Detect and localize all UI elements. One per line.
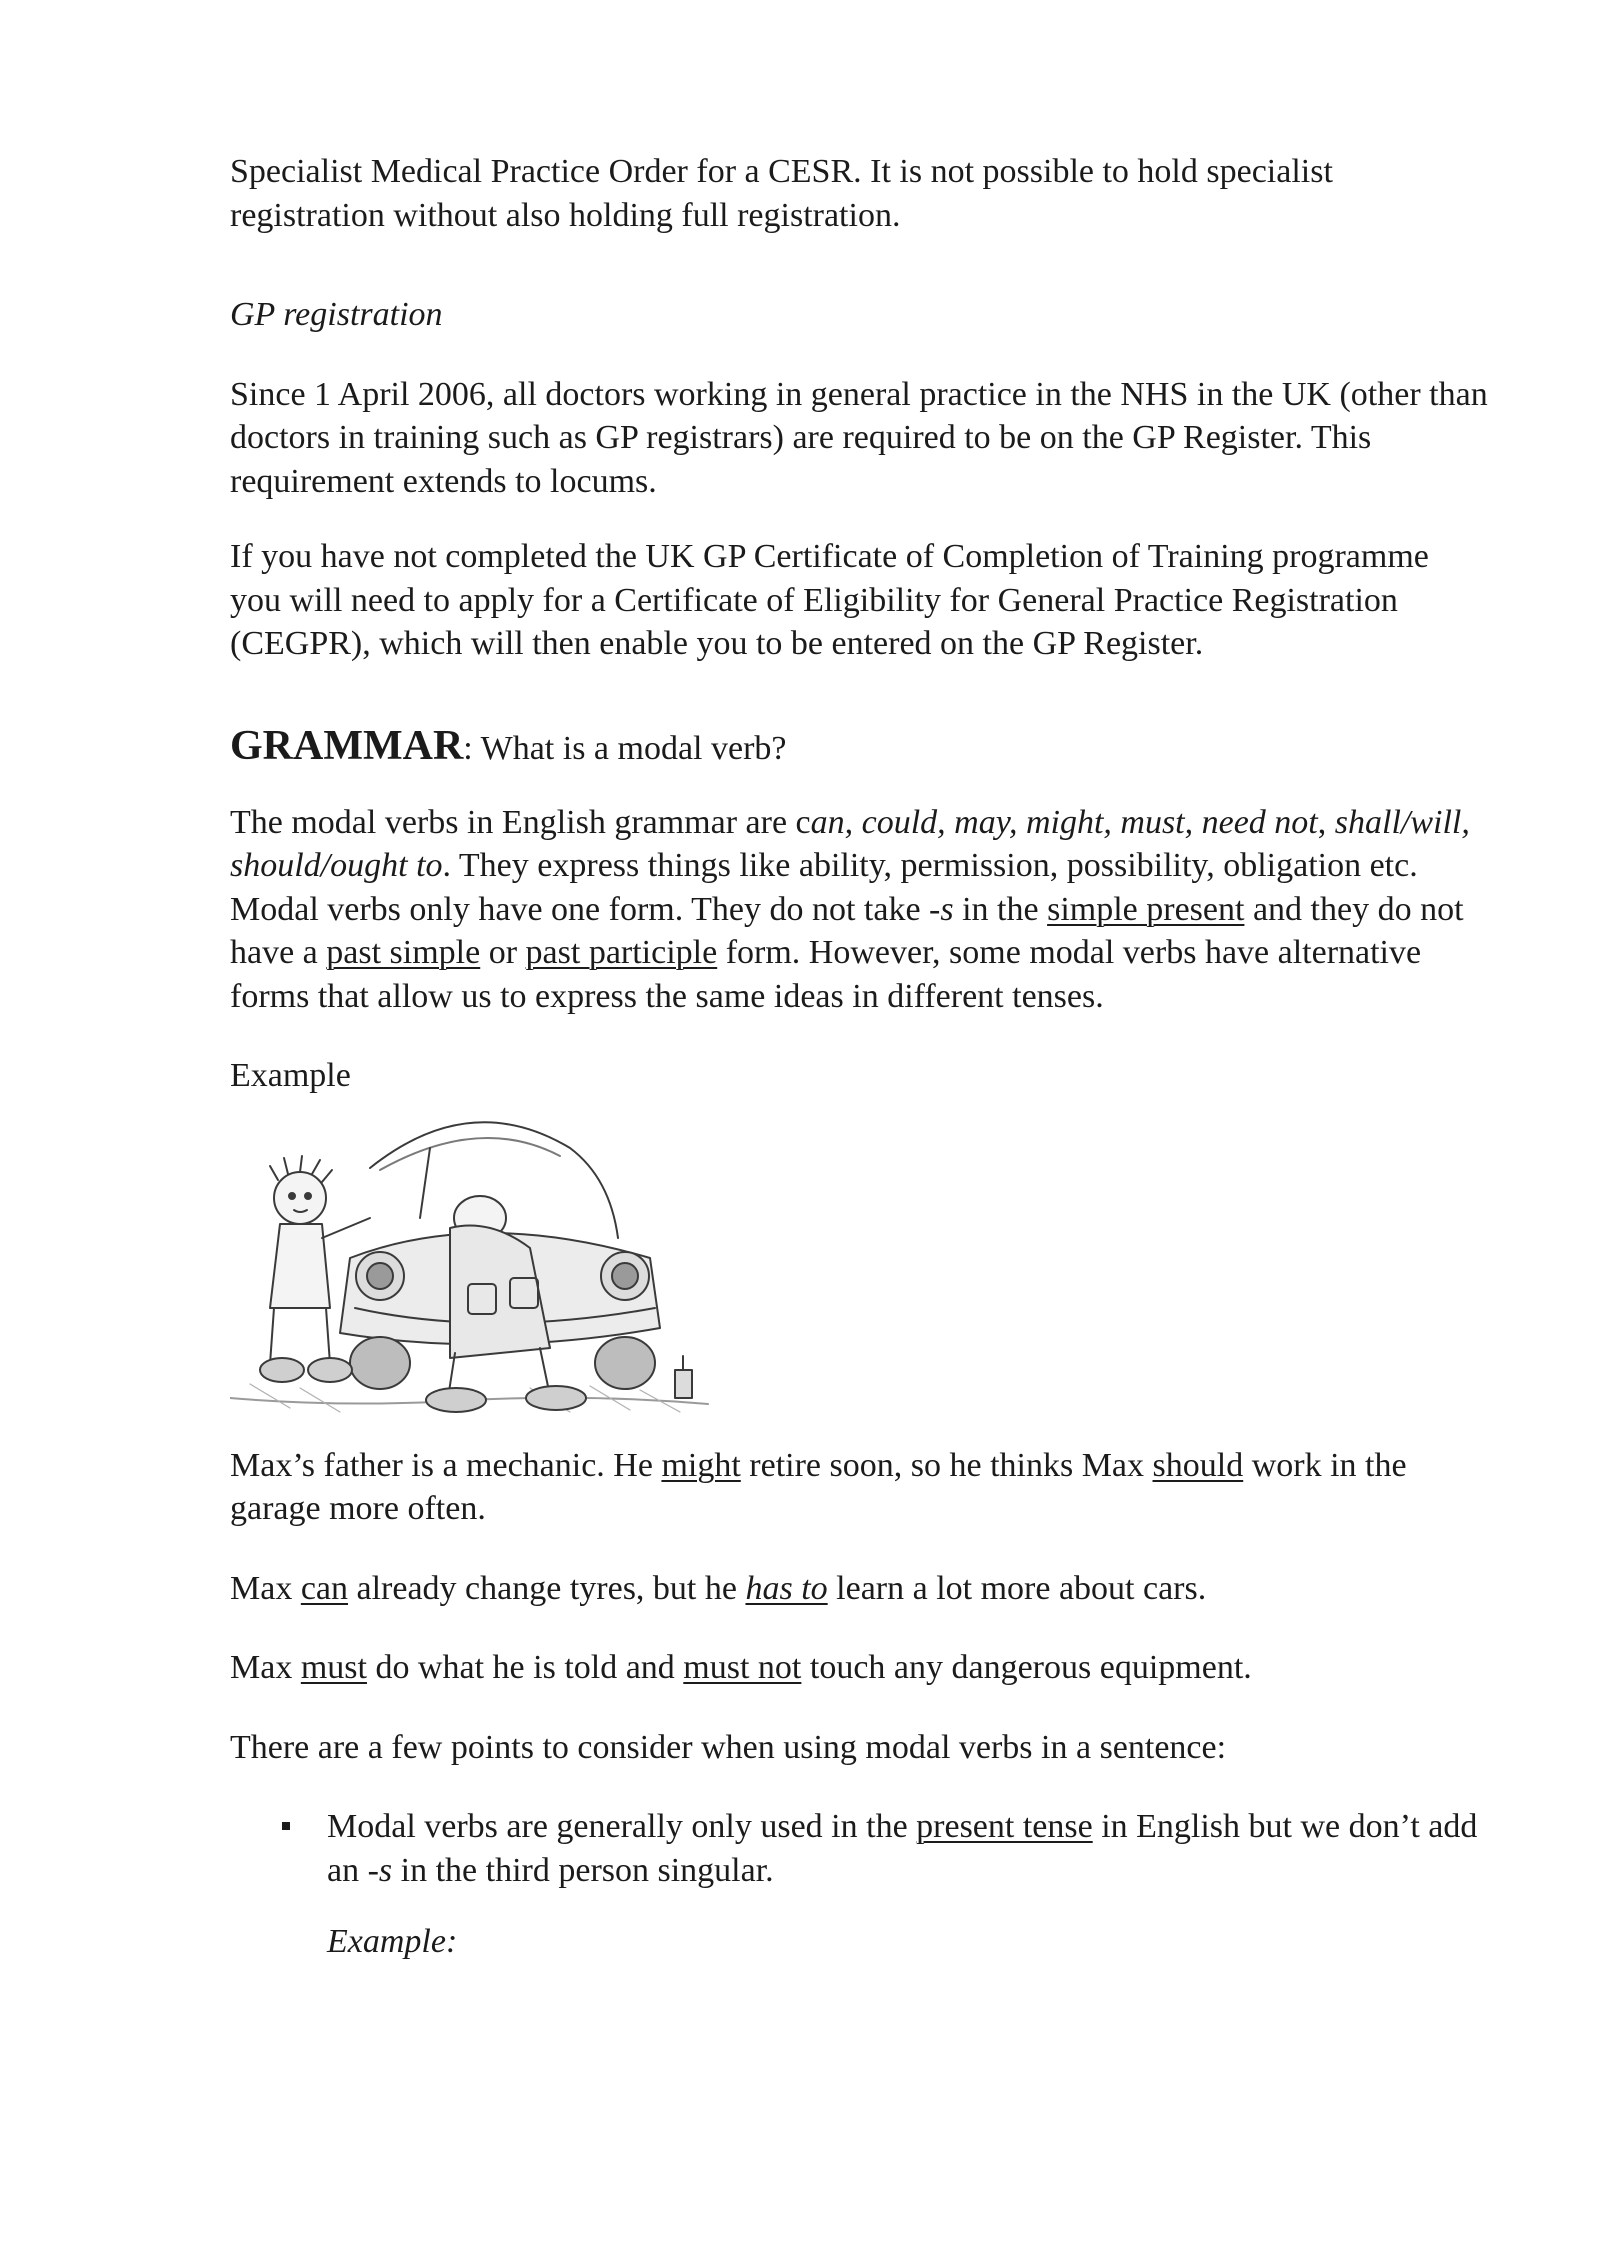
mechanic-car-drawing — [230, 1108, 710, 1418]
link-past-participle[interactable]: past participle — [525, 934, 718, 971]
example-sentence-3: Max must do what he is told and must not touch any dangerous equipment. — [230, 1649, 1252, 1686]
list-item: Modal verbs are generally only used in the present tense in English but we don’t add an -s in the third person singular. — [230, 1805, 1500, 1892]
gp-registration-subheading: GP registration — [230, 296, 443, 333]
points-list — [230, 1805, 1500, 1892]
example-sentence-2: Max can already change tyres, but he has to learn a lot more about cars. — [230, 1569, 1207, 1607]
link-present-tense[interactable]: present tense — [916, 1808, 1093, 1845]
gp-paragraph-1: Since 1 April 2006, all doctors working in general practice in the NHS in the UK (other than doctors in training such as GP registrars) are required to be on the GP Register. This requirement extends to locums. — [230, 375, 1488, 500]
link-might[interactable]: might — [661, 1446, 741, 1484]
intro-paragraph: Specialist Medical Practice Order for a CESR. It is not possible to hold specialist registration without also holding full registration. — [230, 153, 1333, 234]
link-simple-present[interactable]: simple present — [1047, 890, 1245, 928]
points-intro: There are a few points to consider when using modal verbs in a sentence: — [230, 1728, 1227, 1766]
example-sentence-1: Max’s father is a mechanic. He might retire soon, so he thinks Max should work in the garage more often. — [230, 1446, 1407, 1527]
bullet-example-label: Example: — [327, 1923, 458, 1960]
grammar-heading — [230, 724, 1500, 771]
link-has-to[interactable]: has to — [745, 1569, 828, 1607]
link-should[interactable]: should — [1152, 1446, 1244, 1484]
document-page — [230, 150, 1500, 1964]
link-must[interactable]: must — [300, 1649, 367, 1686]
link-must-not[interactable]: must not — [683, 1649, 802, 1686]
grammar-title: : What is a modal verb? — [463, 729, 787, 767]
example-label: Example — [230, 1057, 351, 1094]
mechanic-illustration — [230, 1108, 710, 1418]
link-past-simple[interactable]: past simple — [326, 934, 481, 971]
modal-verbs-paragraph: The modal verbs in English grammar are can, could, may, might, must, need not, shall/will, should/ought to. They express things like ability, permission, possibility, obligation etc. Modal verbs only have one form. They do not take -s in the simple present and they do not have a past simple or past participle form. However, some modal verbs have alternative forms that allow us to express the same ideas in different tenses. — [230, 803, 1470, 1015]
gp-paragraph-2: If you have not completed the UK GP Certificate of Completion of Training programme you will need to apply for a Certificate of Eligibility for General Practice Registration (CEGPR), which will then enable you to be entered on the GP Register. — [230, 538, 1429, 662]
grammar-label: GRAMMAR — [230, 722, 464, 769]
bullet-square-icon — [282, 1822, 290, 1830]
link-can[interactable]: can — [300, 1569, 349, 1607]
